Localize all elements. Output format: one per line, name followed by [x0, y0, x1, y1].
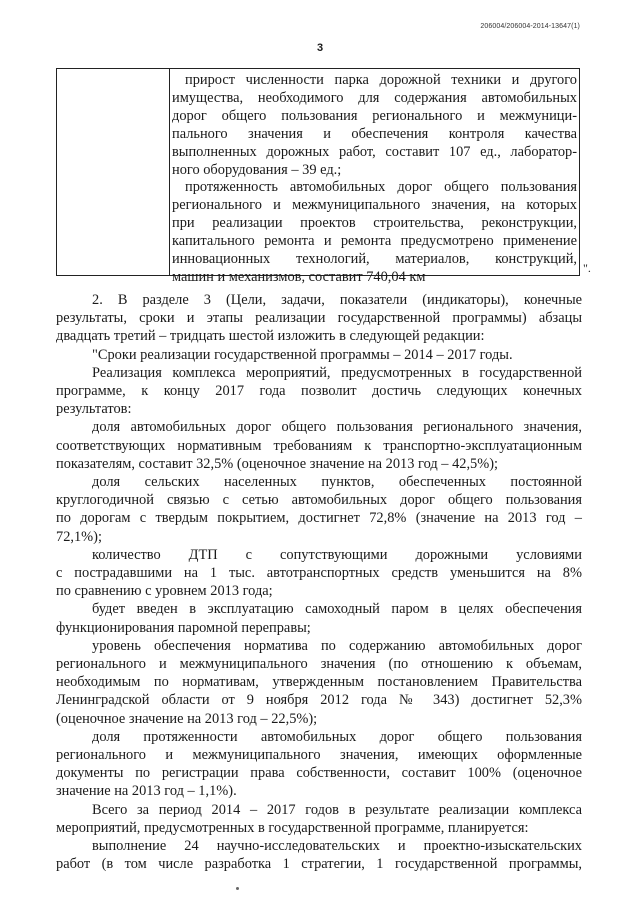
paragraph-line: соответствующих нормативным требованиям к транспортно-эксплуатационным [56, 437, 582, 454]
scan-speck [236, 887, 239, 890]
paragraph-line: 72,1%); [56, 528, 102, 545]
paragraph-line: результаты, сроки и этапы реализации государственной программы) абзацы [56, 310, 582, 327]
paragraph-line: выполнение 24 научно-исследовательских и проектно-изыскательских [92, 838, 582, 855]
table-line: инновационных технологий, материалов, конструкций, [172, 251, 577, 268]
paragraph-line: необходимым по нормативам, утвержденным постановлением Правительства [56, 674, 582, 691]
paragraph-line: доля протяженности автомобильных дорог общего пользования [92, 728, 582, 745]
paragraph-line: Всего за период 2014 – 2017 годов в результате реализации комплекса [92, 801, 582, 818]
paragraph-line: программе, к концу 2017 года позволит достичь следующих конечных [56, 383, 582, 400]
paragraph-line: документы по регистрации права собственности, составит 100% (оценочное [56, 765, 582, 782]
paragraph-line: двадцать третий – тридцать шестой изложить в следующей редакции: [56, 328, 485, 345]
paragraph-line: результатов: [56, 401, 132, 418]
body-text [56, 291, 582, 874]
paragraph-line: 2. В разделе 3 (Цели, задачи, показатели (индикаторы), конечные [92, 292, 582, 308]
table-line: выполненных дорожных работ, составит 107 ед., лаборатор- [172, 143, 577, 160]
closing-quote: ". [583, 261, 591, 275]
paragraph-line: значение на 2013 год – 1,1%). [56, 783, 237, 800]
paragraph-line: количество ДТП с сопутствующими дорожными условиями [92, 546, 582, 563]
page-number: 3 [316, 42, 324, 54]
paragraph-line: регионального и межмуниципального значения (по отношению к объемам, [56, 656, 582, 673]
paragraph-line: "Сроки реализации государственной программы – 2014 – 2017 годы. [92, 346, 513, 363]
table-line: пального значения и обеспечения контроля качества [172, 125, 577, 142]
paragraph-line: работ (в том числе разработка 1 стратегии, 1 государственной программы, [56, 856, 582, 873]
paragraph-line: мероприятий, предусмотренных в государственной программе, планируется: [56, 819, 529, 836]
table-line: ного оборудования – 39 ед.; [172, 161, 342, 178]
paragraph-line: с пострадавшими на 1 тыс. автотранспортных средств уменьшится на 8% [56, 565, 582, 582]
table-line: дорог общего пользования регионального и межмуници- [172, 107, 577, 124]
paragraph-line: (оценочное значение на 2013 год – 22,5%); [56, 710, 318, 727]
paragraph-line: Реализация комплекса мероприятий, предусмотренных в государственной [92, 364, 582, 381]
table-line: машин и механизмов, составит 740,04 км [172, 268, 426, 285]
paragraph-line: уровень обеспечения норматива по содержанию автомобильных дорог [92, 637, 582, 654]
paragraph-line: показателям, составит 32,5% (оценочное значение на 2013 год – 42,5%); [56, 455, 499, 472]
paragraph-line: по дорогам с твердым покрытием, достигнет 72,8% (значение на 2013 год – [56, 510, 582, 527]
table-cell-text [172, 72, 577, 287]
table-line: прирост численности парка дорожной техники и другого [185, 72, 577, 88]
table-column-divider [169, 69, 170, 275]
table-line: имущества, необходимого для содержания автомобильных [172, 89, 577, 106]
table-line: регионального и межмуниципального значения, на которых [172, 197, 577, 214]
paragraph-line: доля автомобильных дорог общего пользования регионального значения, [92, 419, 582, 436]
paragraph-line: доля сельских населенных пунктов, обеспеченных постоянной [92, 474, 582, 491]
table-line: протяженность автомобильных дорог общего пользования [185, 179, 577, 196]
paragraph-line: круглогодичной связью с сетью автомобильных дорог общего пользования [56, 492, 582, 509]
paragraph-line: функционирования паромной переправы; [56, 619, 311, 636]
table-fragment [56, 68, 580, 285]
table-line: при реализации проектов строительства, реконструкции, [172, 215, 577, 232]
paragraph-line: будет введен в эксплуатацию самоходный паром в целях обеспечения [92, 601, 582, 618]
paragraph-line: регионального и межмуниципального значения, имеющих оформленные [56, 747, 582, 764]
document-id: 206004/206004-2014-13647(1) [480, 23, 580, 30]
table-line: капитального ремонта и ремонта предусмотрено применение [172, 233, 577, 250]
paragraph-line: Ленинградской области от 9 ноября 2012 года № 343) достигнет 52,3% [56, 692, 582, 709]
paragraph-line: по сравнению с уровнем 2013 года; [56, 583, 273, 600]
